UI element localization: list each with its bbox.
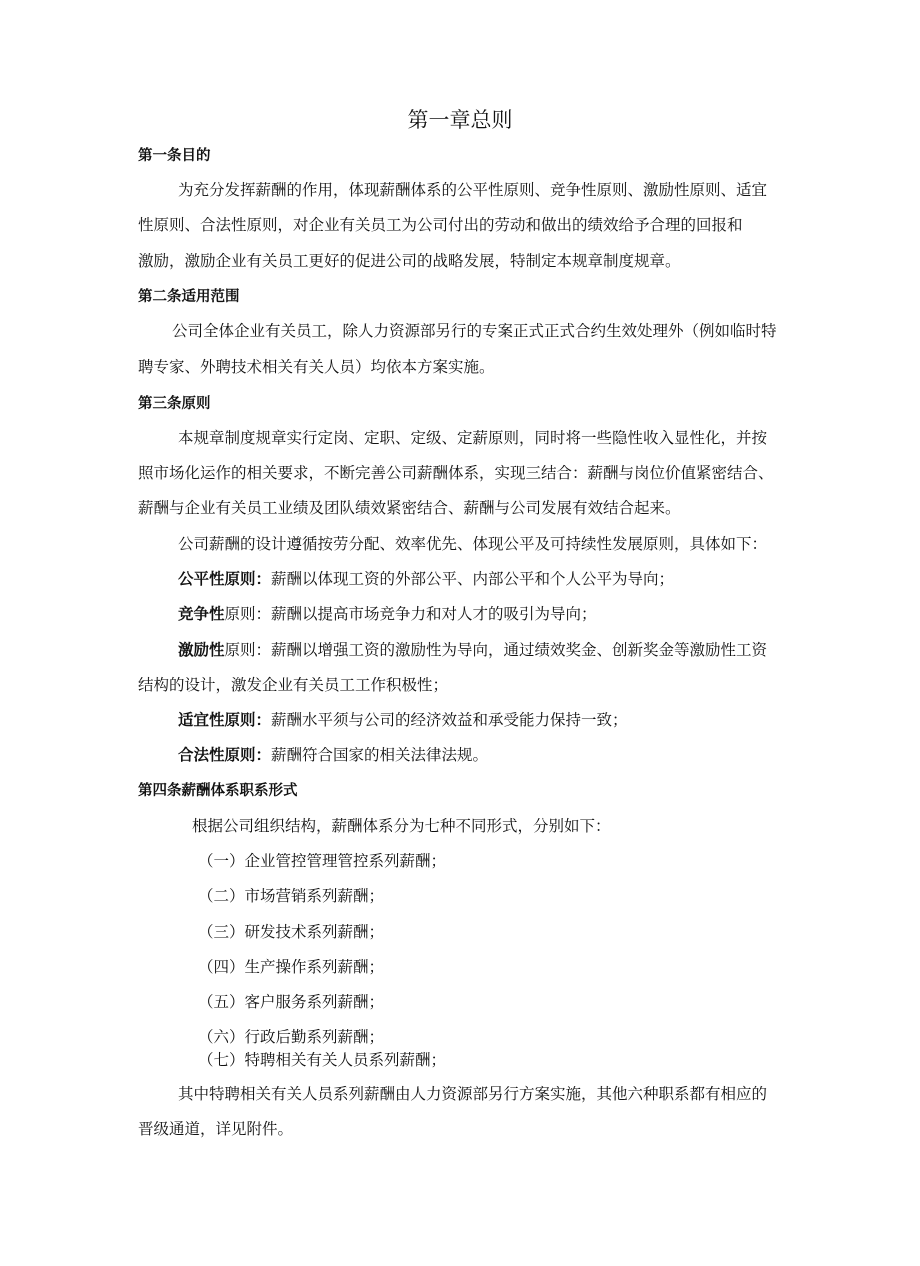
principle-label: 合法性原则： (178, 746, 272, 764)
principle-text: 薪酬符合国家的相关法律法规。 (271, 746, 489, 764)
principle-label-rest: 原则： (224, 641, 272, 659)
article-3-line: 薪酬与企业有关员工业绩及团队绩效紧密结合、薪酬与公司发展有效结合起来。 (138, 499, 681, 517)
list-item: （四）生产操作系列薪酬； (198, 958, 385, 976)
principle-label: 公平性原则： (178, 570, 272, 588)
article-4-closing: 其中特聘相关有关人员系列薪酬由人力资源部另行方案实施，其他六种职系都有相应的 (178, 1085, 768, 1103)
list-item: （六）行政后勤系列薪酬； (198, 1028, 385, 1046)
principle-label-rest: 原则： (224, 605, 272, 623)
article-1-line: 为充分发挥薪酬的作用，体现薪酬体系的公平性原则、竞争性原则、激励性原则、适宜 (178, 181, 768, 199)
chapter-title: 第一章总则 (407, 108, 513, 132)
principle-legality (178, 745, 488, 765)
principle-incentive (178, 640, 767, 660)
article-3-line: 本规章制度规章实行定岗、定职、定级、定薪原则，同时将一些隐性收入显性化，并按 (178, 429, 768, 447)
article-2-line: 聘专家、外聘技术相关有关人员）均依本方案实施。 (138, 358, 495, 376)
article-4-closing: 晋级通道，详见附件。 (138, 1120, 294, 1138)
principle-text: 薪酬以体现工资的外部公平、内部公平和个人公平为导向； (271, 570, 675, 588)
principle-label: 竞争性 (178, 605, 225, 623)
principle-fairness (178, 569, 674, 589)
principle-text: 薪酬以提高市场竞争力和对人才的吸引为导向； (271, 605, 597, 623)
principle-competitiveness (178, 604, 597, 624)
article-1-line: 激励，激励企业有关员工更好的促进公司的战略发展，特制定本规章制度规章。 (138, 252, 681, 270)
principle-text: 薪酬以增强工资的激励性为导向，通过绩效奖金、创新奖金等激励性工资 (271, 641, 768, 659)
article-4-heading: 第四条薪酬体系职系形式 (138, 783, 298, 799)
principle-label: 激励性 (178, 641, 225, 659)
list-item: （二）市场营销系列薪酬； (198, 887, 385, 905)
principle-label: 适宜性原则： (178, 711, 272, 729)
article-4-intro: 根据公司组织结构，薪酬体系分为七种不同形式，分别如下： (192, 817, 611, 835)
article-3-line: 照市场化运作的相关要求，不断完善公司薪酬体系，实现三结合：薪酬与岗位价值紧密结合、 (138, 464, 774, 482)
list-item: （一）企业管控管理管控系列薪酬； (198, 852, 447, 870)
list-item: （七）特聘相关有关人员系列薪酬； (198, 1051, 447, 1069)
article-3-line: 公司薪酬的设计遵循按劳分配、效率优先、体现公平及可持续性发展原则，具体如下： (178, 535, 768, 553)
article-1-heading: 第一条目的 (138, 148, 211, 164)
article-3-heading: 第三条原则 (138, 396, 211, 412)
principle-text: 薪酬水平须与公司的经济效益和承受能力保持一致； (271, 711, 628, 729)
principle-suitability (178, 710, 628, 730)
list-item: （三）研发技术系列薪酬； (198, 923, 385, 941)
list-item: （五）客户服务系列薪酬； (198, 993, 385, 1011)
principle-incentive-continued: 结构的设计，激发企业有关员工工作积极性； (138, 676, 449, 694)
article-2-line: 公司全体企业有关员工，除人力资源部另行的专案正式正式合约生效处理外（例如临时特 (172, 322, 777, 340)
article-2-heading: 第二条适用范围 (138, 289, 240, 305)
article-1-line: 性原则、合法性原则，对企业有关员工为公司付出的劳动和做出的绩效给予合理的回报和 (138, 216, 743, 234)
